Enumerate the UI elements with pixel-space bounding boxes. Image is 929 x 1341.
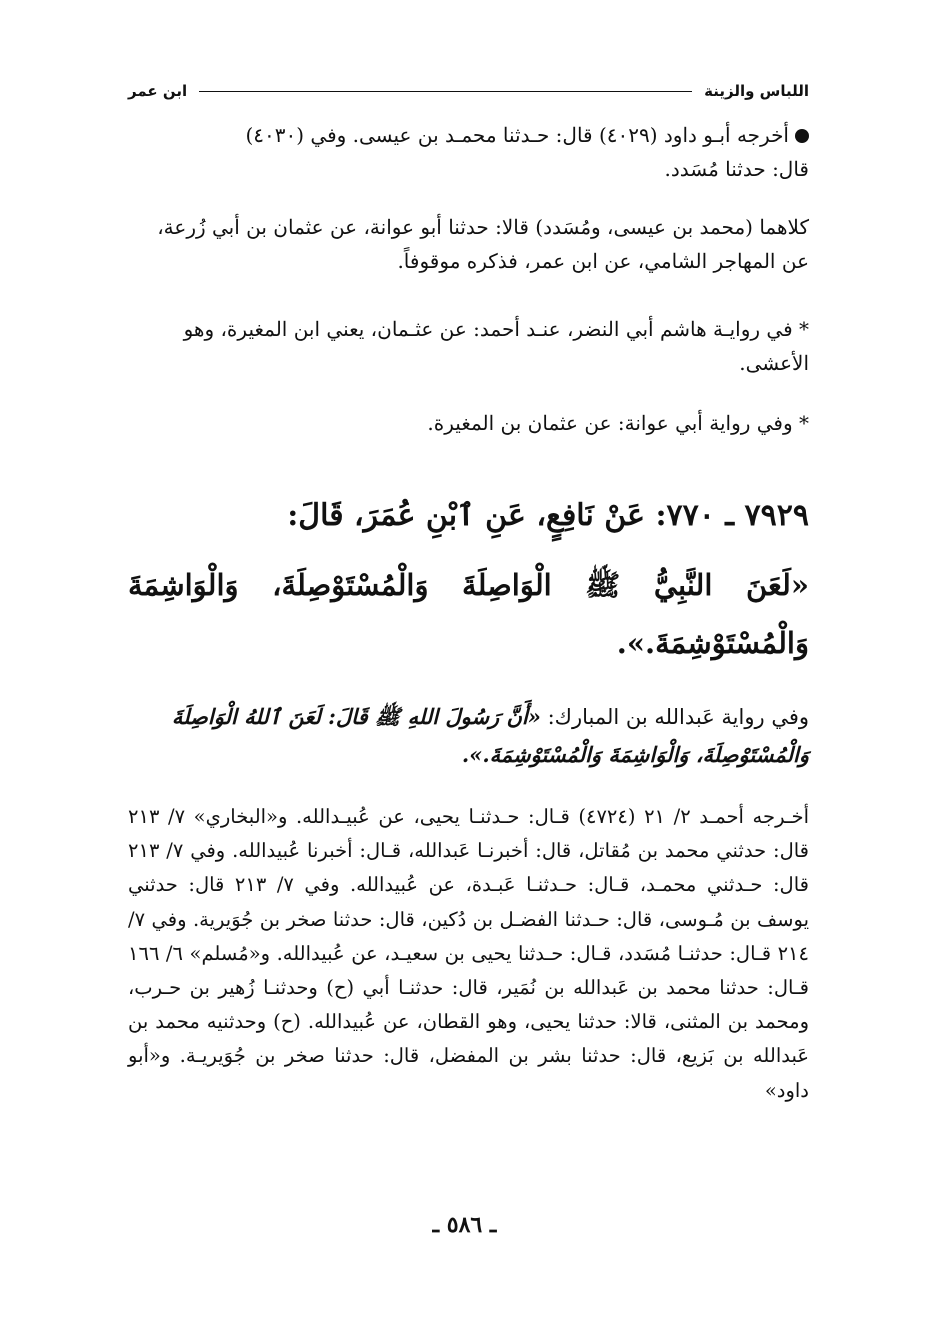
hadith-text: «لَعَنَ النَّبِيُّ ﷺ الْوَاصِلَةَ وَالْمُسْتَوْصِلَةَ، وَالْوَاشِمَةَ وَالْمُسْتَوْشِمَةَ.». — [128, 568, 809, 660]
variant-paragraph — [128, 698, 809, 774]
variant-quote: «أَنَّ رَسُولَ اللهِ ﷺ قَالَ: لَعَنَ ٱللهُ الْوَاصِلَةَ وَالْمُسْتَوْصِلَةَ، وَالْوَاشِمَةَ وَالْمُسْتَوْشِمَةَ.». — [171, 704, 809, 767]
sources-paragraph: أخـرجه أحمـد ٢/ ٢١ (٤٧٢٤) قـال: حـدثنـا يحيى، عن عُبيـدالله. و«البخاري» ٧/ ٢١٣ قال: حدثني محمد بن مُقاتل، قال: أخبرنـا عَبدالله، قـال: أخبرنا عُبيدالله. وفي ٧/ ٢١٣ قال: حـدثني محمـد، قـال: حـدثنـا عَبـدة، عن عُبيدالله. وفي ٧/ ٢١٣ قال: حدثني يوسف بن مُـوسى، قال: حـدثنا الفضـل بن دُكين، قال: حدثنا صخر بن جُوَيرية. وفي ٧/ ٢١٤ قـال: حدثنـا مُسَدد، قـال: حـدثنا يحيى بن سعيـد، عن عُبيدالله. و«مُسلم» ٦/ ١٦٦ قـال: حدثنا محمد بن عَبدالله بن نُمَير، قال: حدثنـا أبي (ح) وحدثنـا زُهير بن حـرب، ومحمد بن المثنى، قالا: حدثنا يحيى، وهو القطان، عن عُبيدالله. (ح) وحدثنيه محمد بن عَبدالله بن بَزيع، قال: حدثنا بشر بن المفضل، قال: حدثنا صخر بن جُوَيريـة. و«أبو داود» — [128, 805, 810, 1102]
variant-intro: وفي رواية عَبدالله بن المبارك: — [547, 705, 809, 729]
previous-takhrij — [128, 118, 809, 186]
note-hashim: * في روايـة هاشم أبي النضر، عنـد أحمد: عن عثـمان، يعني ابن المغيرة، وهو الأعشى. — [183, 317, 809, 375]
bullet-icon — [795, 129, 809, 143]
chapter-title: اللباس والزينة — [704, 82, 809, 100]
narrator-name: ابن عمر — [128, 82, 188, 100]
header-rule — [199, 91, 692, 92]
hadith-number: ٧٩٢٩ ـ ٧٧٠: — [655, 498, 809, 533]
hadith-chain: عَنْ نَافِعٍ، عَنِ ٱبْنِ عُمَرَ، قَالَ: — [287, 498, 645, 533]
page-number: ـ ٥٨٦ ـ — [432, 1212, 497, 1238]
note-abu-awana: * وفي رواية أبي عوانة: عن عثمان بن المغيرة. — [427, 411, 809, 435]
both-chain-paragraph: كلاهما (محمد بن عيسى، ومُسَدد) قالا: حدثنا أبو عوانة، عن عثمان بن أبي زُرعة، عن المهاجر الشامي، عن ابن عمر، فذكره موقوفاً. — [157, 215, 809, 273]
hadith-heading — [128, 494, 809, 538]
takhrij-line-1: أخرجه أبـو داود (٤٠٢٩) قال: حـدثنا محمـد بن عيسى. وفي (٤٠٣٠) — [128, 118, 809, 152]
takhrij-line-2: قال: حدثنا مُسَدد. — [664, 157, 809, 181]
running-header — [128, 78, 809, 104]
